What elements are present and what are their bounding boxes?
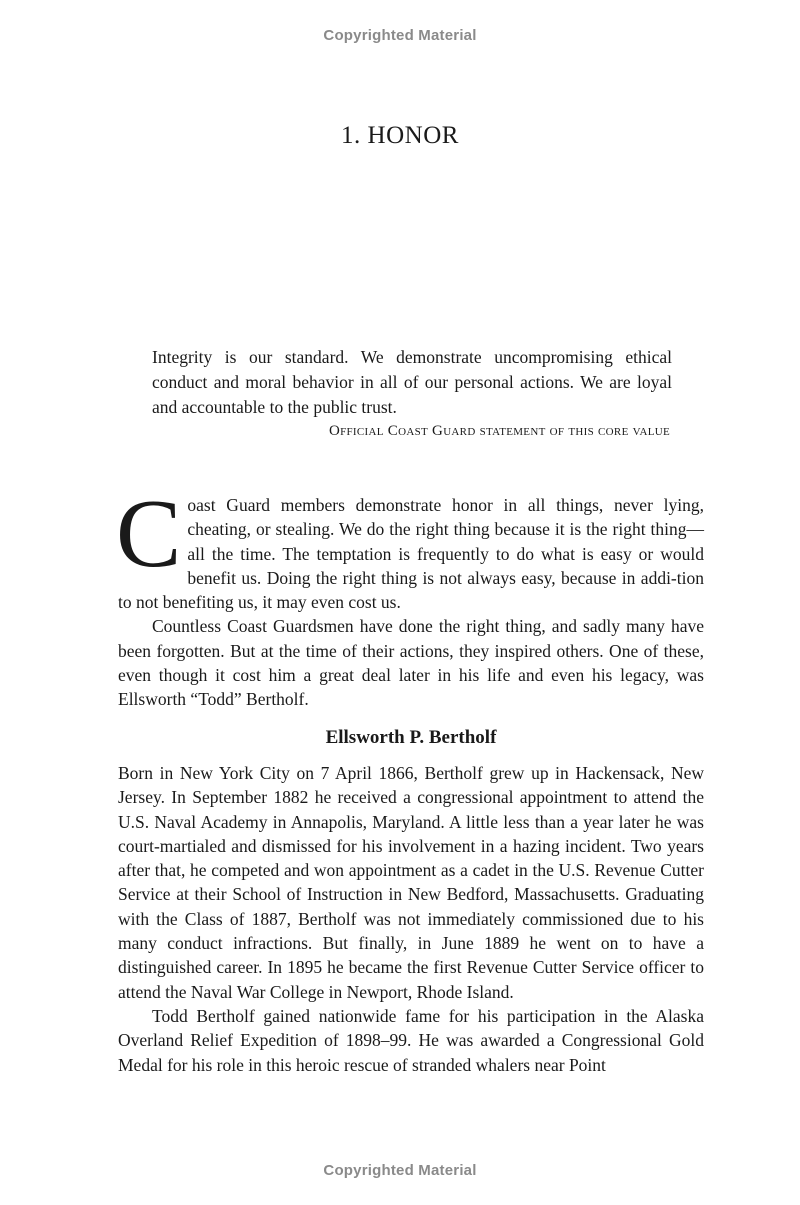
intro-text xyxy=(116,480,704,712)
intro-paragraph-2: Countless Coast Guardsmen have done the right thing, and sadly many have been forgotten. But at the time of their actions, they inspired others. One of these, even though it cost him a great deal later in his life and even his legacy, was Ellsworth “Todd” Bertholf. xyxy=(118,616,704,710)
chapter-title: 1. HONOR xyxy=(341,122,459,149)
section-paragraph-1: Born in New York City on 7 April 1866, Bertholf grew up in Hackensack, New Jersey. In September 1882 he received a congressional appointment to attend the U.S. Naval Academy in Annapolis, Maryland. A little less than a year later he was court-martialed and dismissed for his involvement in a hazing incident. Two years after that, he competed and won appointment as a cadet in the U.S. Revenue Cutter Service at their School of Instruction in New Bedford, Massachusetts. Graduating with the Class of 1887, Bertholf was not immediately commissioned due to his many conduct infractions. But finally, in June 1889 he went on to have a distinguished career. In 1895 he became the first Revenue Cutter Service officer to attend the Naval War College in Newport, Rhode Island. xyxy=(118,763,704,1002)
epigraph-quote: Integrity is our standard. We demonstrate uncompromising ethical conduct and moral behavior in all of our personal actions. We are loyal and accountable to the public trust. xyxy=(152,347,672,417)
epigraph-attribution: Official Coast Guard statement of this core value xyxy=(328,423,670,439)
copyright-watermark-top: Copyrighted Material xyxy=(323,27,477,44)
copyright-watermark-bottom: Copyrighted Material xyxy=(323,1162,477,1179)
section-text xyxy=(118,761,704,1077)
drop-cap: C xyxy=(116,480,182,588)
section-heading: Ellsworth P. Bertholf xyxy=(325,727,497,748)
intro-paragraph-1 xyxy=(116,480,704,614)
section-paragraph-2: Todd Bertholf gained nationwide fame for his participation in the Alaska Overland Relief Expedition of 1898–99. He was awarded a Congressional Gold Medal for his role in this heroic rescue of stranded whalers near Point xyxy=(118,1005,704,1075)
intro-paragraph-1-text: oast Guard members demonstrate honor in all things, never lying, cheating, or stealing. We do the right thing because it is the right thing—all the time. The temptation is frequently to do what is easy or would benefit us. Doing the right thing is not always easy, because in addi-tion to not benefiting us, it may even cost us. xyxy=(118,495,704,613)
